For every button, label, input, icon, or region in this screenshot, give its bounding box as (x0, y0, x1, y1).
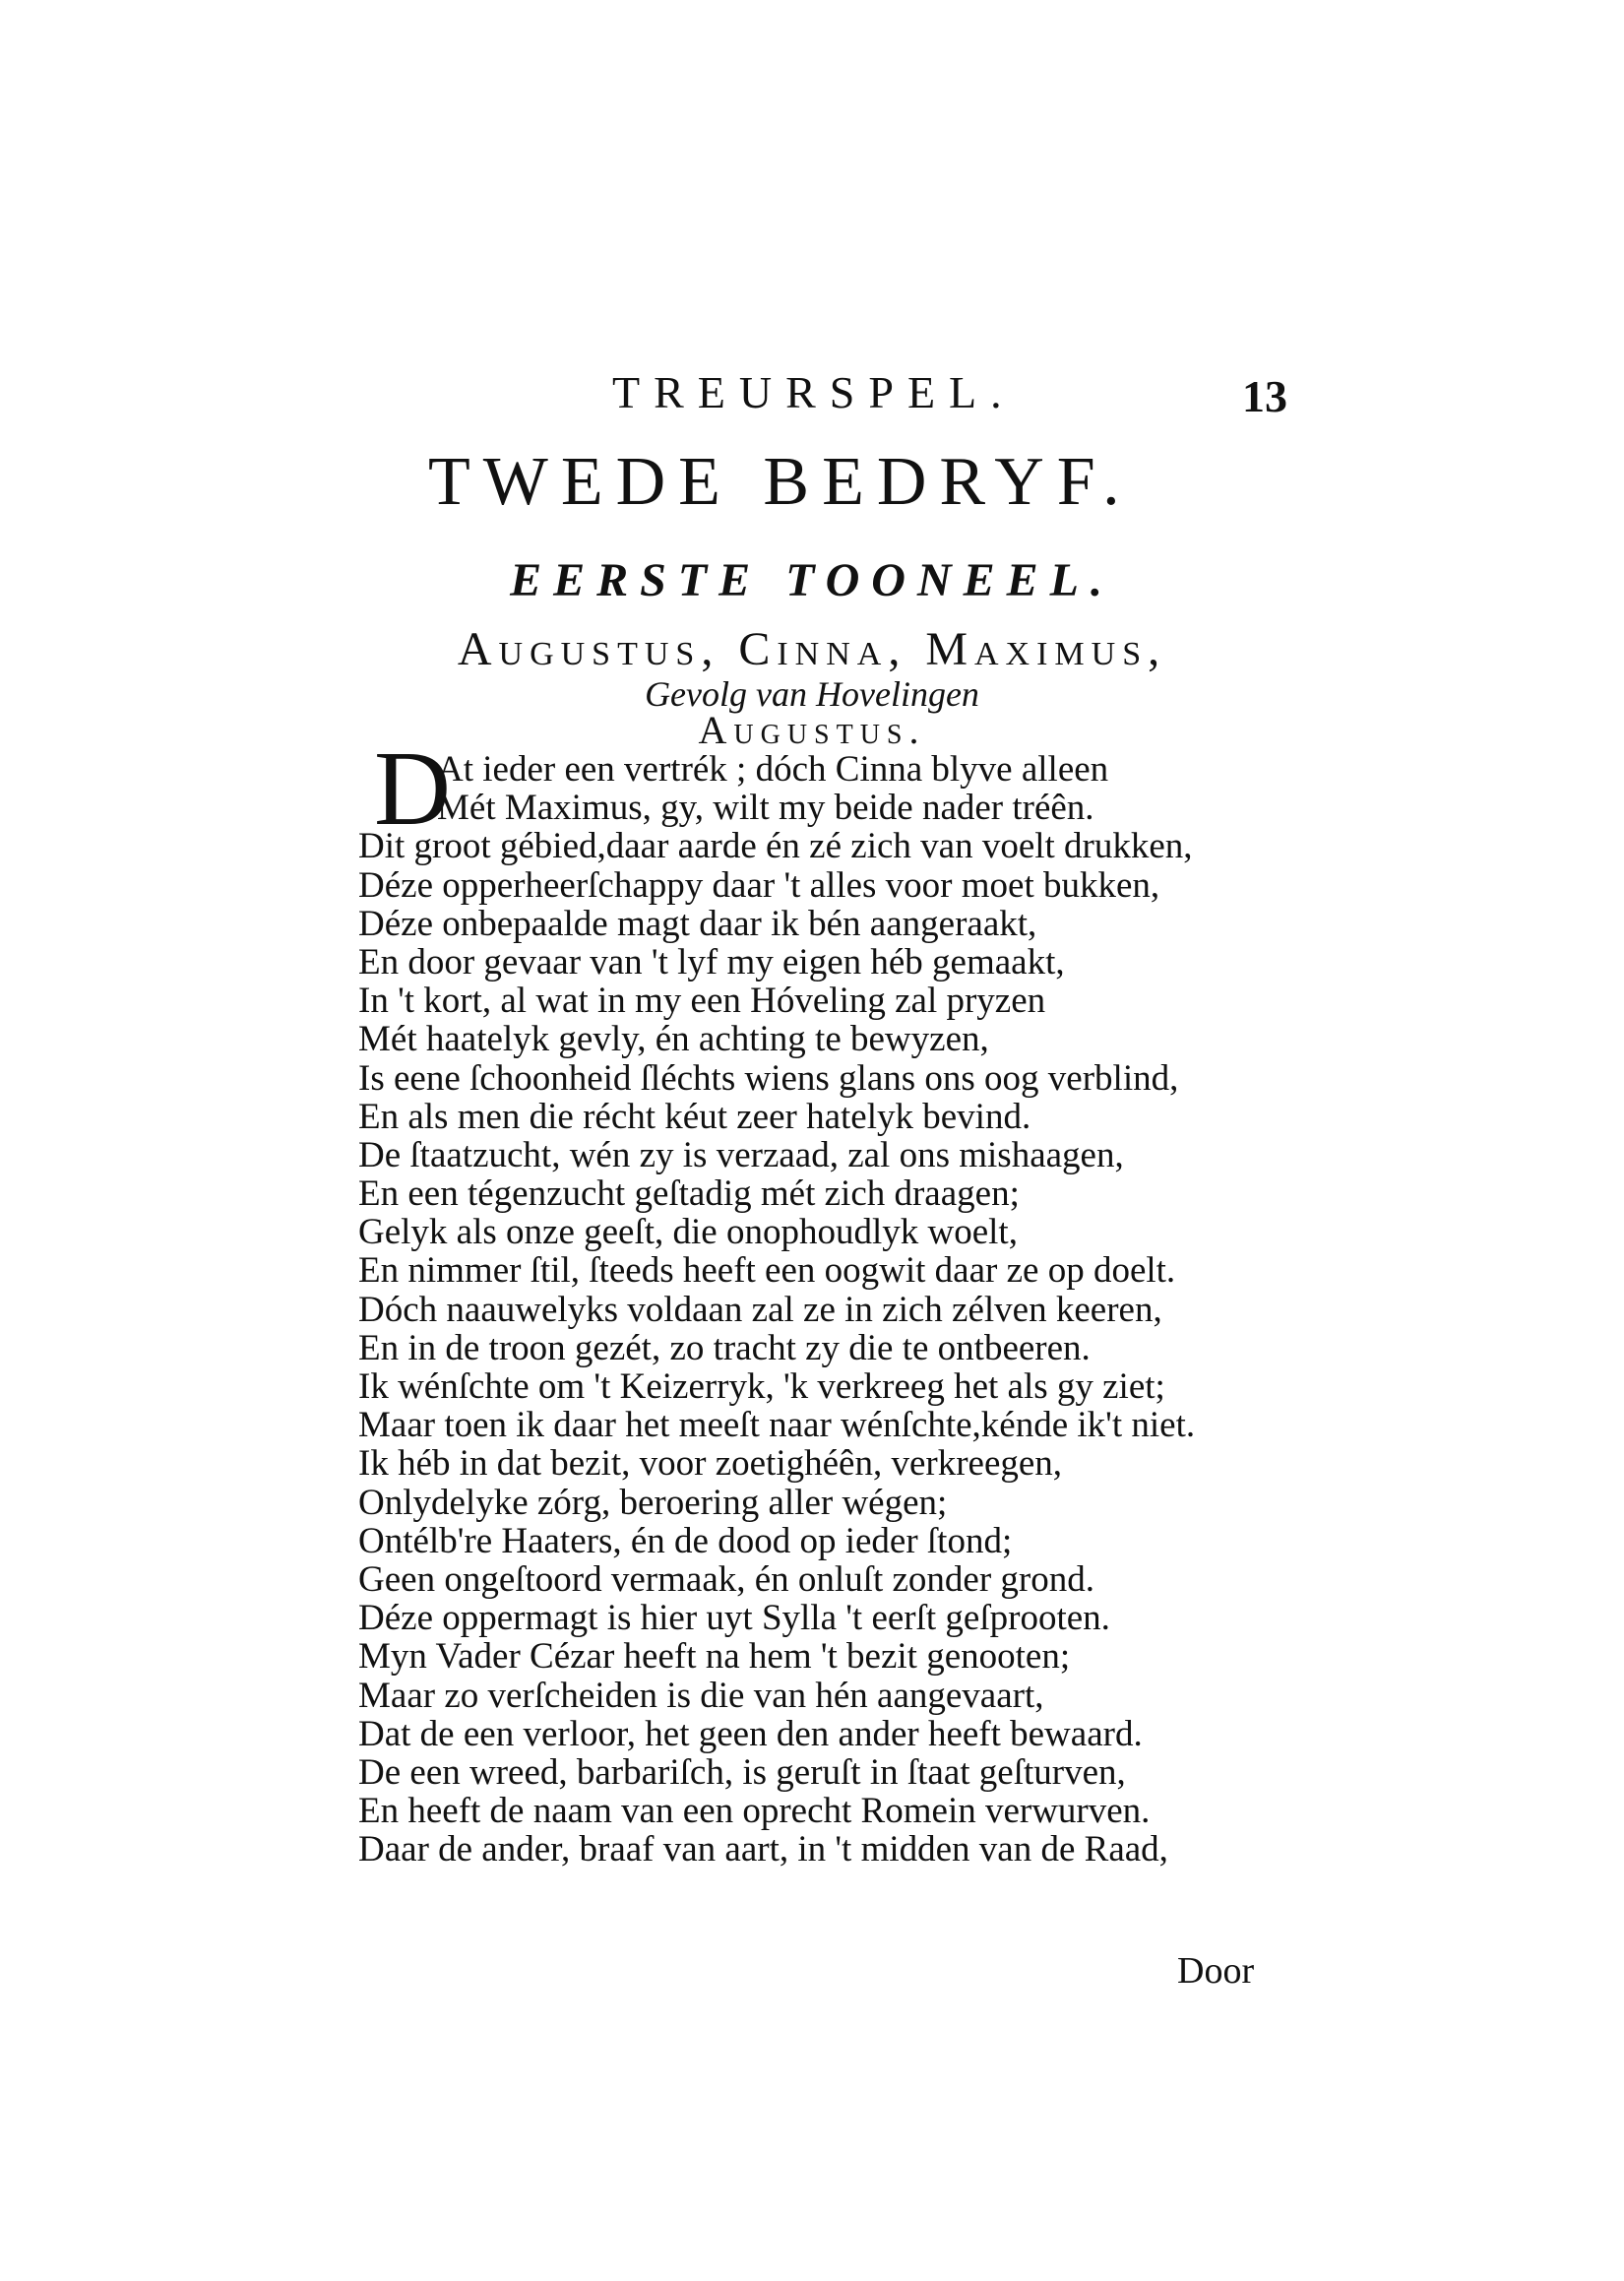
verse-line: Déze onbepaalde magt daar ik bén aangeraakt, (358, 903, 1037, 944)
verse-line: Mét haatelyk gevly, én achting te bewyzen, (358, 1019, 989, 1060)
verse-line: Myn Vader Cézar heeft na hem 't bezit genooten; (358, 1636, 1071, 1678)
verse-line: Mét Maximus, gy, wilt my beide nader tréên. (437, 788, 1094, 829)
verse-line: En door gevaar van 't lyf my eigen héb gemaakt, (358, 941, 1065, 982)
verse-line: Geen ongeſtoord vermaak, én onluſt zonder grond. (358, 1558, 1094, 1600)
retinue-note: Gevolg van Hovelingen (645, 674, 979, 714)
verse-line: En in de troon gezét, zo tracht zy die te ontbeeren. (358, 1327, 1091, 1368)
verse-line: Maar toen ik daar het meeſt naar wénſchte,kénde ik't niet. (358, 1405, 1196, 1446)
verse-line: At ieder een vertrék ; dóch Cinna blyve alleen (437, 749, 1109, 790)
verse-line: En heeft de naam van een oprecht Romein verwurven. (358, 1791, 1151, 1832)
verse-line: De ſtaatzucht, wén zy is verzaad, zal ons mishaagen, (358, 1134, 1124, 1175)
verse-line: En als men die récht kéut zeer hatelyk bevind. (358, 1096, 1031, 1137)
verse-line: Déze opperheerſchappy daar 't alles voor moet bukken, (358, 864, 1160, 906)
verse-line: Gelyk als onze geeſt, die onophoudlyk woelt, (358, 1212, 1018, 1253)
catchword: Door (1177, 1950, 1255, 1992)
verse-line: Ontélb're Haaters, én de dood op ieder ſtond; (358, 1520, 1013, 1561)
scene-title: EERSTE TOONEEL. (510, 554, 1114, 606)
verse-line: Ik wénſchte om 't Keizerryk, 'k verkreeg het als gy ziet; (358, 1366, 1165, 1407)
verse-line: Dit groot gébied,daar aarde én zé zich van voelt drukken, (358, 826, 1193, 867)
verse-line: Déze oppermagt is hier uyt Sylla 't eerſt geſprooten. (358, 1598, 1110, 1639)
verse-line: In 't kort, al wat in my een Hóveling zal pryzen (358, 981, 1046, 1022)
speaker-name: Augustus. (698, 708, 926, 752)
page-number: 13 (1242, 371, 1287, 421)
verse-block (358, 750, 1283, 1869)
verse-line: De een wreed, barbariſch, is geruſt in ſtaat geſturven, (358, 1751, 1126, 1793)
verse-line: En een tégenzucht geſtadig mét zich draagen; (358, 1173, 1020, 1215)
verse-line: Maar zo verſcheiden is die van hén aangevaart, (358, 1675, 1044, 1716)
verse-line: En nimmer ſtil, ſteeds heeft een oogwit daar ze op doelt. (358, 1250, 1176, 1292)
verse-line: Is eene ſchoonheid ſléchts wiens glans ons oog verblind, (358, 1057, 1179, 1099)
verse-line: Onlydelyke zórg, beroering aller wégen; (358, 1482, 948, 1523)
running-head: TREURSPEL. (612, 367, 1016, 417)
dramatis-personae: Augustus, Cinna, Maximus, (457, 623, 1167, 675)
verse-line: Ik héb in dat bezit, voor zoetighéên, verkreegen, (358, 1443, 1063, 1485)
verse-line: Dóch naauwelyks voldaan zal ze in zich zélven keeren, (358, 1289, 1162, 1330)
verse-line: Daar de ander, braaf van aart, in 't midden van de Raad, (358, 1829, 1168, 1870)
drop-cap: D (374, 730, 451, 848)
act-title: TWEDE BEDRYF. (428, 444, 1133, 520)
verse-line: Dat de een verloor, het geen den ander heeft bewaard. (358, 1713, 1143, 1754)
